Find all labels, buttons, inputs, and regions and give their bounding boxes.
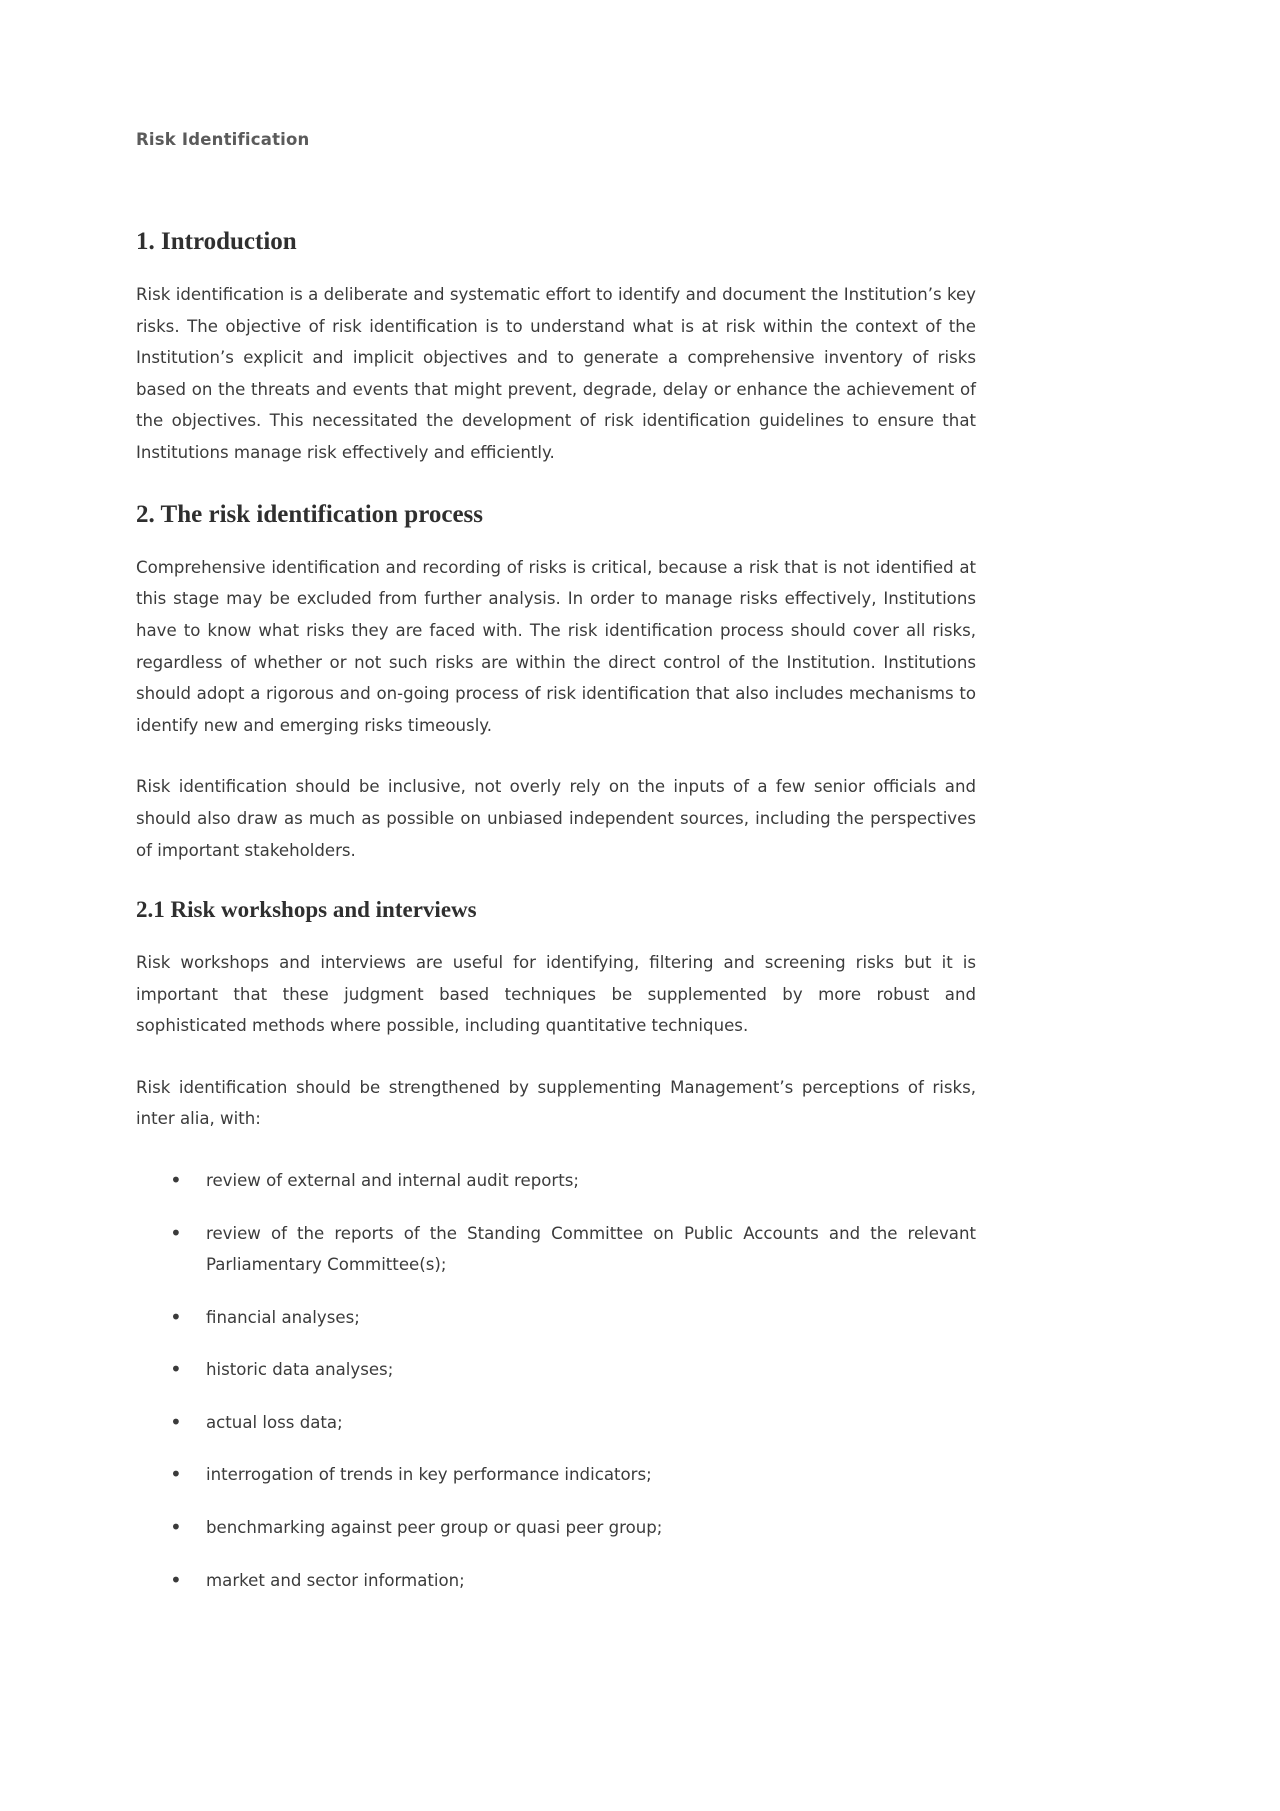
list-item	[136, 1565, 976, 1597]
bullet-icon: •	[170, 1567, 182, 1592]
bullet-icon: •	[170, 1409, 182, 1434]
list-item	[136, 1302, 976, 1334]
bullet-icon: •	[170, 1462, 182, 1487]
bullet-icon: •	[170, 1304, 182, 1329]
bullet-icon: •	[170, 1357, 182, 1382]
document-running-head: Risk Identification	[136, 130, 310, 149]
supplement-sources-list	[136, 1165, 976, 1596]
list-item	[136, 1218, 976, 1281]
bullet-icon: •	[170, 1220, 182, 1245]
list-item	[136, 1165, 976, 1197]
list-item-text: historic data analyses;	[206, 1360, 394, 1380]
paragraph-workshops-2: Risk identification should be strengthened by supplementing Management’s perceptions of risks, inter alia, with:	[136, 1077, 976, 1129]
list-item	[136, 1459, 976, 1491]
list-item-text: review of the reports of the Standing Committee on Public Accounts and the relevant Parliamentary Committee(s);	[206, 1223, 976, 1275]
list-item	[136, 1512, 976, 1544]
list-item-text: review of external and internal audit reports;	[206, 1170, 579, 1190]
heading-risk-identification-process: 2. The risk identification process	[136, 500, 484, 528]
paragraph-process-1: Comprehensive identification and recording of risks is critical, because a risk that is not identified at this stage may be excluded from further analysis. In order to manage risks effectively, Institutions have to know what risks they are faced with. The risk identification process should cover all risks, regardless of whether or not such risks are within the direct control of the Institution. Institutions should adopt a rigorous and on-going process of risk identification that also includes mechanisms to identify new and emerging risks timeously.	[136, 557, 976, 735]
list-item-text: actual loss data;	[206, 1412, 343, 1432]
bullet-icon: •	[170, 1515, 182, 1540]
heading-risk-workshops-and-interviews: 2.1 Risk workshops and interviews	[136, 897, 477, 923]
list-item	[136, 1407, 976, 1439]
header-spacer	[136, 150, 976, 226]
document-content	[136, 130, 976, 1617]
list-item-text: interrogation of trends in key performance indicators;	[206, 1465, 652, 1485]
heading-introduction: 1. Introduction	[136, 227, 297, 255]
list-item-text: market and sector information;	[206, 1570, 465, 1590]
list-item-text: financial analyses;	[206, 1307, 360, 1327]
list-item-text: benchmarking against peer group or quasi peer group;	[206, 1518, 663, 1538]
paragraph-process-2: Risk identification should be inclusive, not overly rely on the inputs of a few senior officials and should also draw as much as possible on unbiased independent sources, including the perspectives of important stakeholders.	[136, 777, 976, 860]
paragraph-workshops-1: Risk workshops and interviews are useful for identifying, filtering and screening risks but it is important that these judgment based techniques be supplemented by more robust and sophisticated methods where possible, including quantitative techniques.	[136, 952, 976, 1036]
list-item	[136, 1354, 976, 1386]
paragraph-introduction-1: Risk identification is a deliberate and systematic effort to identify and document the Institution’s key risks. The objective of risk identification is to understand what is at risk within the context of the Institution’s explicit and implicit objectives and to generate a comprehensive inventory of risks based on the threats and events that might prevent, degrade, delay or enhance the achievement of the objectives. This necessitated the development of risk identification guidelines to ensure that Institutions manage risk effectively and efficiently.	[136, 285, 976, 463]
bullet-icon: •	[170, 1167, 182, 1192]
